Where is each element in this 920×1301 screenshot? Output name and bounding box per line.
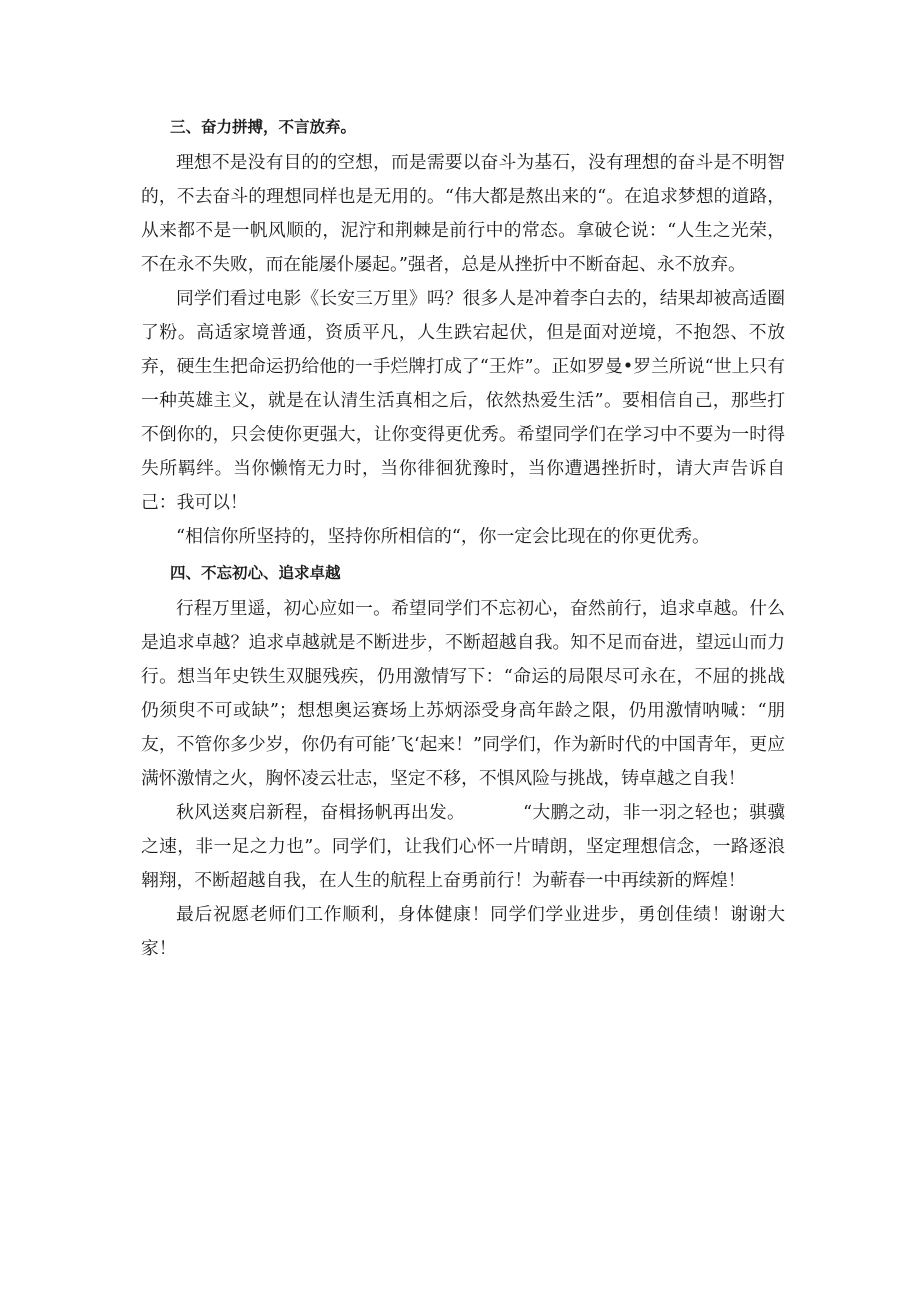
section-3-heading: 三、奋力拼搏，不言放弃。 [170, 118, 357, 136]
section-3-paragraph-1: 理想不是没有目的的空想，而是需要以奋斗为基石，没有理想的奋斗是不明智的，不去奋斗的理想同样也是无用的。“伟大都是熬出来的“。在追求梦想的道路，从来都不是一帆风顺的，泥泞和荆棘是前行中的常态。拿破仑说：“人生之光荣，不在永不失败，而在能屡仆屡起。”强者，总是从挫折中不断奋起、永不放弃。 [141, 152, 785, 275]
closing-paragraph-2: 最后祝愿老师们工作顺利，身体健康！同学们学业进步，勇创佳绩！谢谢大家！ [141, 904, 785, 959]
closing-paragraph-1-lead: 秋风送爽启新程，奋楫扬帆再出发。 [176, 802, 466, 823]
section-3-paragraph-3: “相信你所坚持的，坚持你所相信的“，你一定会比现在的你更优秀。 [176, 526, 710, 547]
section-3-paragraph-2: 同学们看过电影《长安三万里》吗？很多人是冲着李白去的，结果却被高适圈了粉。高适家境普通，资质平凡，人生跌宕起伏，但是面对逆境，不抱怨、不放弃，硬生生把命运扔给他的一手烂牌打成了“王炸”。正如罗曼•罗兰所说“世上只有一种英雄主义，就是在认清生活真相之后，依然热爱生活”。要相信自己，那些打不倒你的，只会使你更强大，让你变得更优秀。希望同学们在学习中不要为一时得失所羁绊。当你懒惰无力时，当你徘徊犹豫时，当你遭遇挫折时，请大声告诉自己：我可以！ [141, 288, 785, 513]
section-4 [141, 554, 785, 796]
document-body [141, 108, 785, 966]
section-3 [141, 108, 785, 554]
closing-paragraph-1 [141, 796, 785, 898]
closing-paragraph-1-body: “大鹏之动，非一羽之轻也；骐骥之速，非一足之力也”。同学们，让我们心怀一片晴朗，坚定理想信念，一路逐浪翱翔，不断超越自我，在人生的航程上奋勇前行！为蕲春一中再续新的辉煌！ [141, 802, 785, 891]
section-4-heading: 四、不忘初心、追求卓越 [170, 564, 341, 582]
closing [141, 796, 785, 966]
section-4-paragraph-1: 行程万里遥，初心应如一。希望同学们不忘初心，奋然前行，追求卓越。什么是追求卓越？追求卓越就是不断进步，不断超越自我。知不足而奋进，望远山而力行。想当年史铁生双腿残疾，仍用激情写下：“命运的局限尽可永在，不屈的挑战仍须臾不可或缺”；想想奥运赛场上苏炳添受身高年龄之限，仍用激情呐喊：“朋友，不管你多少岁，你仍有可能’飞‘起来！”同学们，作为新时代的中国青年，更应满怀激情之火，胸怀凌云壮志，坚定不移，不惧风险与挑战，铸卓越之自我！ [141, 598, 785, 789]
